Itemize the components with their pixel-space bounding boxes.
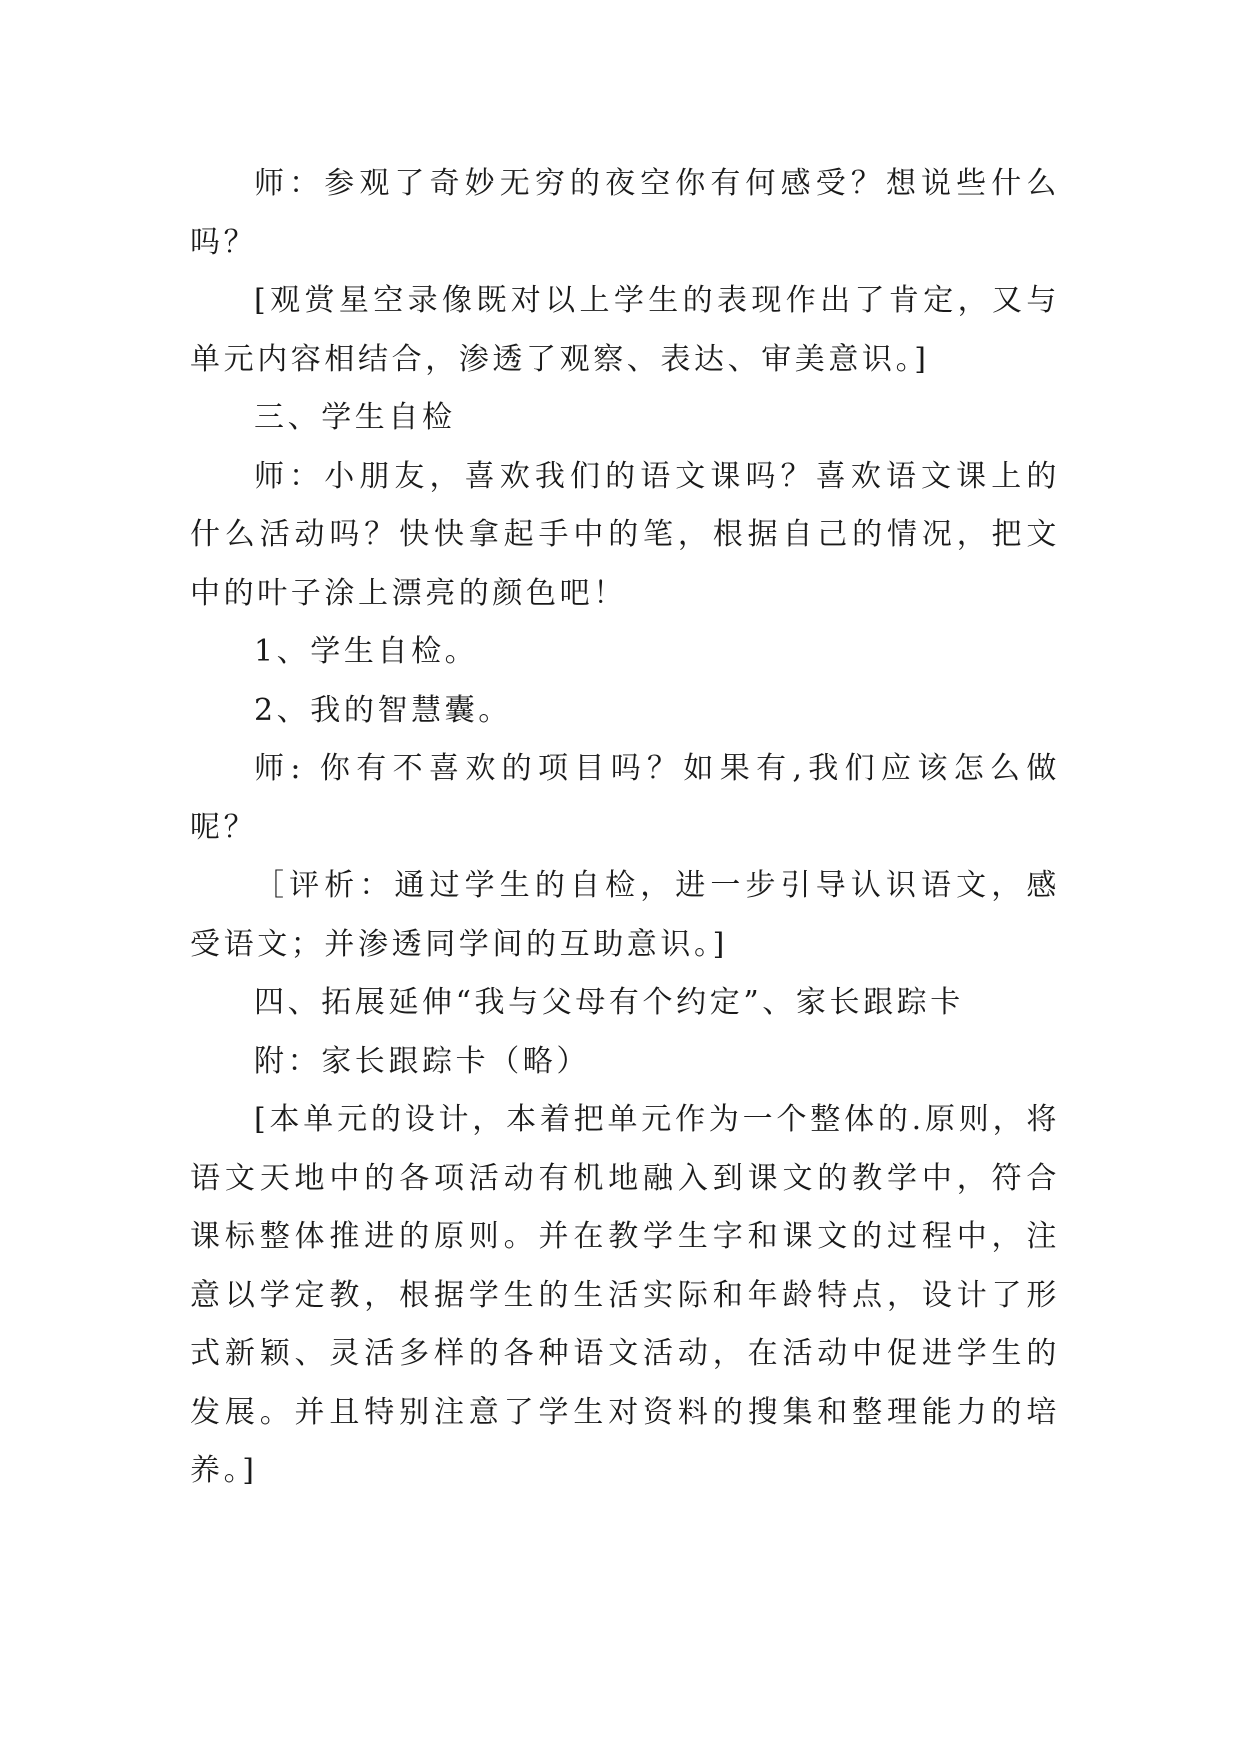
list-item-self-check: 1、学生自检。 [254,634,479,669]
paragraph-comment-analysis: ［评析：通过学生的自检，进一步引导认识语文，感受语文；并渗透同学间的互助意识。] [190,868,1060,962]
paragraph-unit-summary: [本单元的设计，本着把单元作为一个整体的.原则，将语文天地中的各项活动有机地融入到课文的教学中，符合课标整体推进的原则。并在教学生字和课文的过程中，注意以学定教，根据学生的生活实际和年龄特点，设计了形式新颖、灵活多样的各种语文活动，在活动中促进学生的发展。并且特别注意了学生对资料的搜集和整理能力的培养。] [190,1102,1060,1488]
paragraph-teacher-question: 师：参观了奇妙无穷的夜空你有何感受？想说些什么吗？ [190,166,1060,260]
paragraph-teacher-dislike: 师: 你有不喜欢的项目吗？如果有,我们应该怎么做呢？ [190,751,1060,845]
paragraph-appendix: 附：家长跟踪卡（略） [254,1043,590,1079]
section-heading-extension: 四、拓展延伸“我与父母有个约定”、家长跟踪卡 [254,985,964,1020]
paragraph-comment-starry-sky: [观赏星空录像既对以上学生的表现作出了肯定，又与单元内容相结合，渗透了观察、表达、审美意识。] [190,283,1060,377]
paragraph-teacher-leaves: 师：小朋友，喜欢我们的语文课吗？喜欢语文课上的什么活动吗？快快拿起手中的笔，根据自己的情况，把文中的叶子涂上漂亮的颜色吧！ [190,458,1060,611]
document-body [190,155,1060,1501]
section-heading-self-check: 三、学生自检 [254,400,456,435]
list-item-wisdom-bag: 2、我的智慧囊。 [254,692,512,728]
